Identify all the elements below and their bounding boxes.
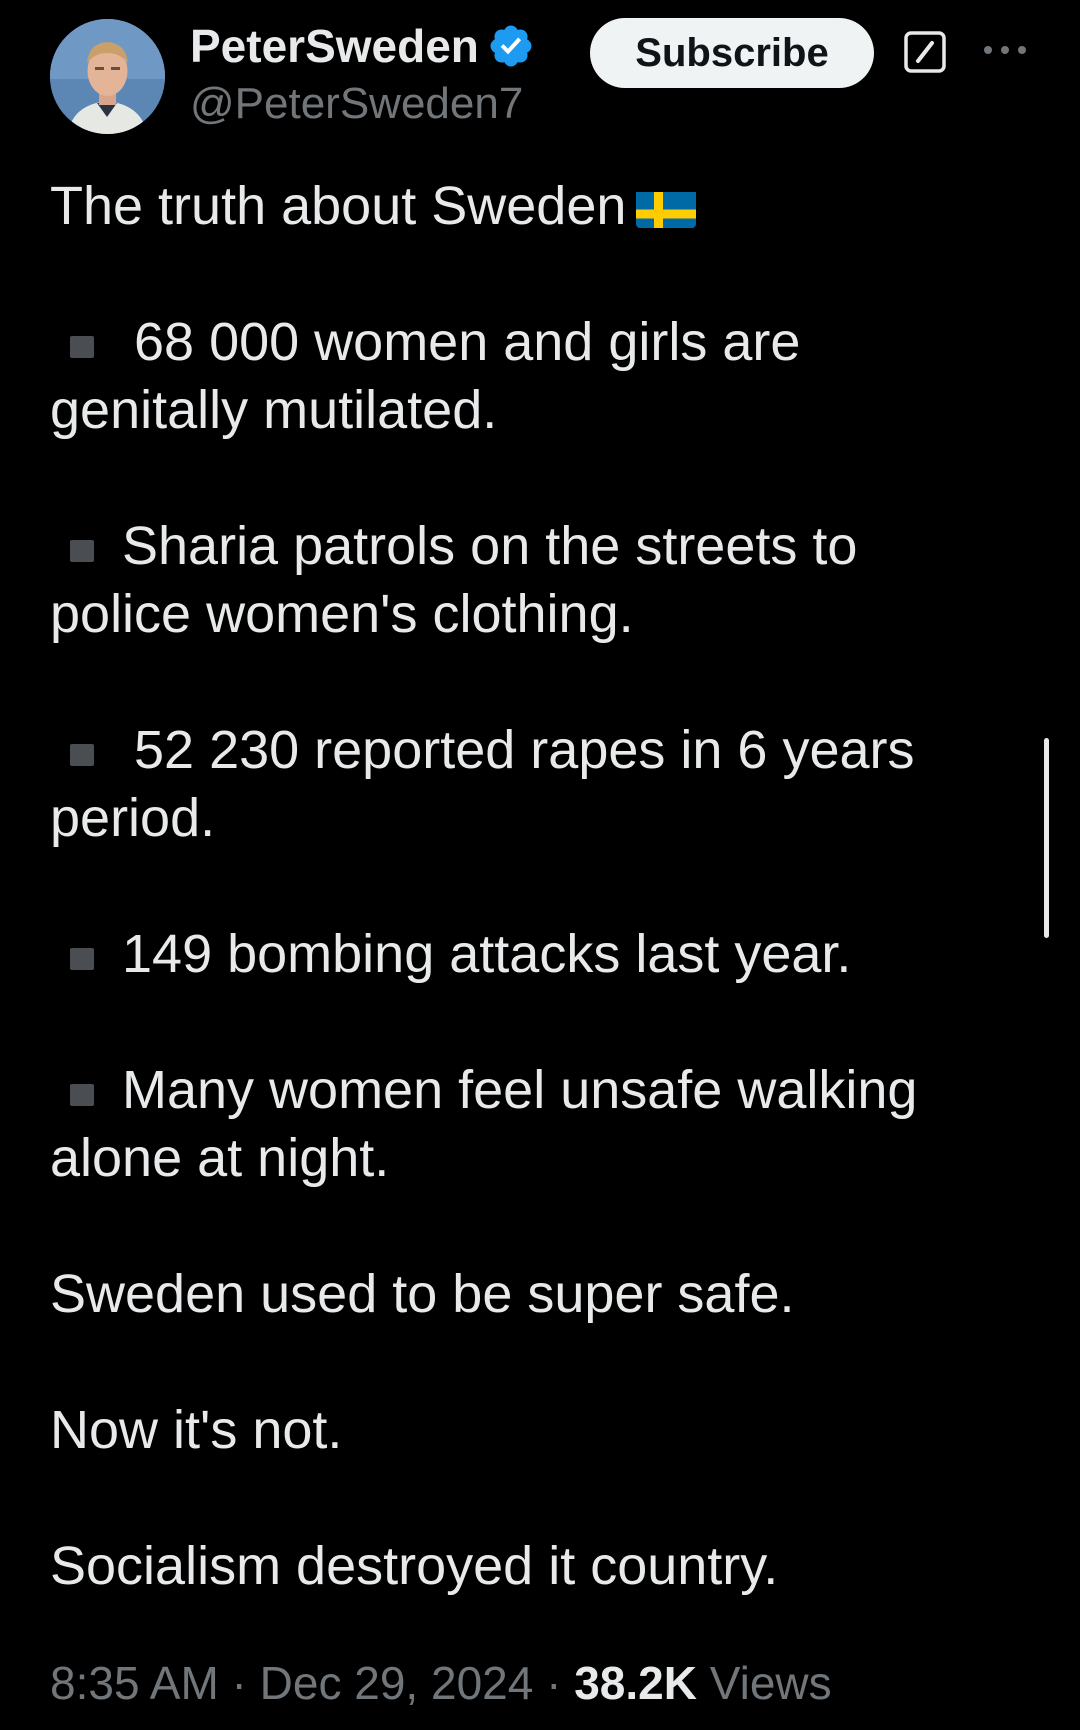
bullet-icon [70, 540, 94, 562]
tweet-title [50, 172, 1010, 240]
meta-separator: · [218, 1657, 260, 1709]
verified-badge-icon[interactable] [487, 22, 535, 70]
tweet-point-2: Sharia patrols on the streets to police women's clothing. [50, 516, 858, 644]
bullet-icon [70, 948, 94, 970]
scrollbar[interactable] [1044, 738, 1049, 938]
tweet-date[interactable]: Dec 29, 2024 [259, 1657, 534, 1709]
tweet-point-3: 52 230 reported rapes in 6 years period. [50, 720, 915, 848]
tweet-time[interactable]: 8:35 AM [50, 1657, 219, 1709]
avatar[interactable] [50, 19, 165, 134]
views-label: Views [709, 1657, 832, 1709]
tweet-closing-1: Sweden used to be super safe. [50, 1264, 795, 1324]
bullet-icon [70, 744, 94, 766]
more-options-icon[interactable] [980, 38, 1030, 62]
bullet-icon [70, 1084, 94, 1106]
tweet-title-text: The truth about Sweden [50, 176, 627, 236]
bullet-icon [70, 336, 94, 358]
tweet-text [50, 172, 1010, 1600]
tweet-point-5: Many women feel unsafe walking alone at night. [50, 1060, 918, 1188]
tweet-metadata [50, 1655, 832, 1711]
author-name-text: PeterSweden [190, 20, 479, 72]
tweet-closing-3: Socialism destroyed it country. [50, 1536, 779, 1596]
subscribe-button[interactable]: Subscribe [590, 18, 874, 88]
tweet-point-1: 68 000 women and girls are genitally mutilated. [50, 312, 801, 440]
grok-icon[interactable] [903, 30, 947, 74]
author-handle[interactable]: @PeterSweden7 [190, 79, 524, 128]
tweet-closing-2: Now it's not. [50, 1400, 343, 1460]
tweet-point-4: 149 bombing attacks last year. [50, 920, 1010, 988]
sweden-flag-icon [636, 184, 696, 228]
meta-separator: · [533, 1657, 575, 1709]
author-display-name[interactable] [190, 18, 535, 74]
views-count: 38.2K [574, 1657, 697, 1709]
